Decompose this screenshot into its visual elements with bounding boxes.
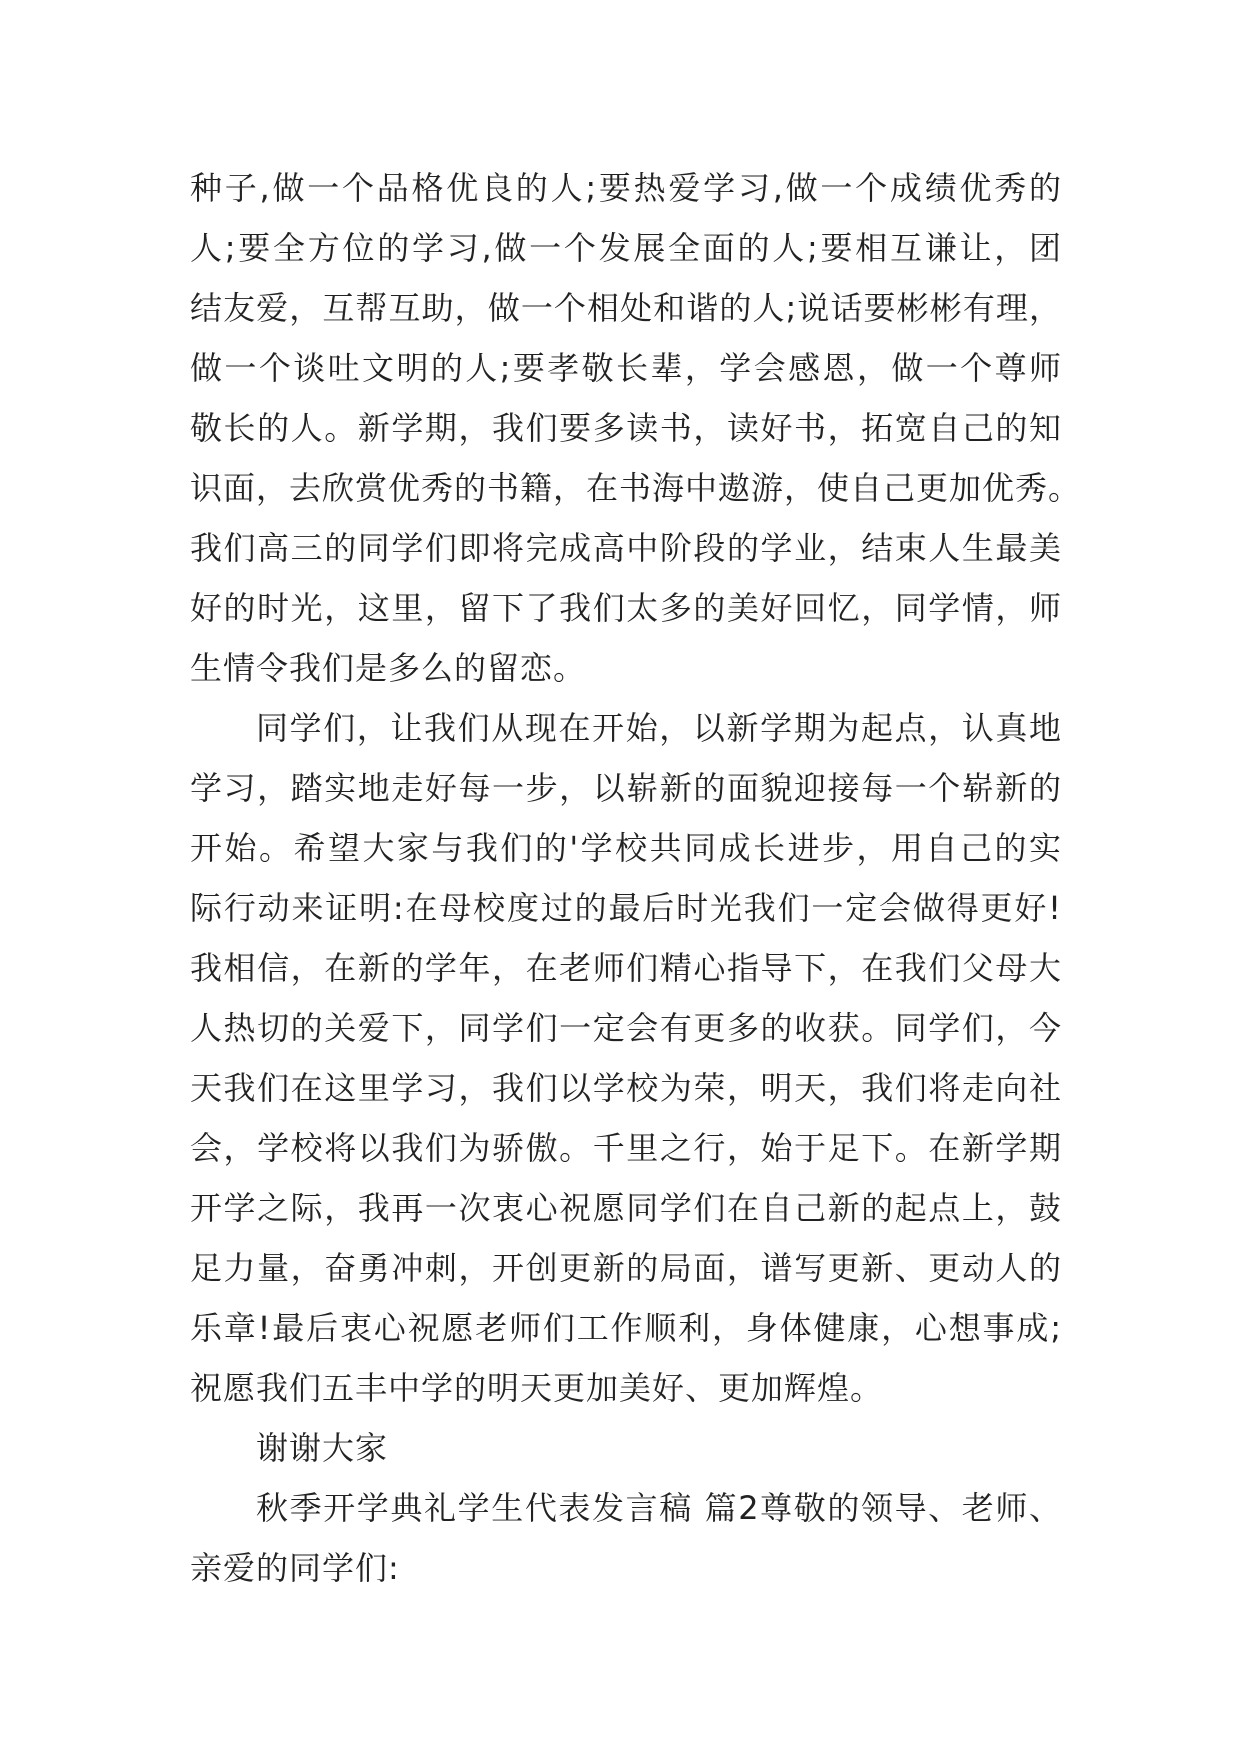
text-line: 同学们，让我们从现在开始，以新学期为起点，认真地 [256,709,1062,747]
text-line: 人;要全方位的学习,做一个发展全面的人;要相互谦让，团 [190,229,1062,267]
text-line: 亲爱的同学们: [190,1549,400,1587]
text-line: 我相信，在新的学年，在老师们精心指导下，在我们父母大 [190,949,1062,987]
text-line: 乐章!最后衷心祝愿老师们工作顺利，身体健康，心想事成; [190,1309,1062,1347]
text-line: 足力量，奋勇冲刺，开创更新的局面，谱写更新、更动人的 [190,1249,1062,1287]
text-line: 好的时光，这里，留下了我们太多的美好回忆，同学情，师 [190,589,1062,627]
text-line: 秋季开学典礼学生代表发言稿 篇2尊敬的领导、老师、 [256,1489,1062,1527]
text-line: 天我们在这里学习，我们以学校为荣，明天，我们将走向社 [190,1069,1062,1107]
text-line: 开学之际，我再一次衷心祝愿同学们在自己新的起点上，鼓 [190,1189,1062,1227]
text-line: 结友爱，互帮互助，做一个相处和谐的人;说话要彬彬有理， [190,289,1062,327]
text-line: 际行动来证明:在母校度过的最后时光我们一定会做得更好! [190,889,1062,927]
paragraph-2 [190,698,1062,1418]
text-line: 识面，去欣赏优秀的书籍，在书海中遨游，使自己更加优秀。 [190,469,1082,507]
text-line: 学习，踏实地走好每一步，以崭新的面貌迎接每一个崭新的 [190,769,1062,807]
text-line: 谢谢大家 [256,1429,389,1467]
text-line: 敬长的人。新学期，我们要多读书，读好书，拓宽自己的知 [190,409,1062,447]
text-line: 会，学校将以我们为骄傲。千里之行，始于足下。在新学期 [190,1129,1062,1167]
text-line: 我们高三的同学们即将完成高中阶段的学业，结束人生最美 [190,529,1062,567]
text-line: 开始。希望大家与我们的'学校共同成长进步，用自己的实 [190,829,1062,867]
text-line: 人热切的关爱下，同学们一定会有更多的收获。同学们，今 [190,1009,1062,1047]
text-line: 种子,做一个品格优良的人;要热爱学习,做一个成绩优秀的 [190,169,1062,207]
text-line: 做一个谈吐文明的人;要孝敬长辈，学会感恩，做一个尊师 [190,349,1062,387]
text-line: 生情令我们是多么的留恋。 [190,649,587,687]
text-line: 祝愿我们五丰中学的明天更加美好、更加辉煌。 [190,1369,884,1407]
paragraph-4 [190,1478,1062,1598]
paragraph-1 [190,158,1082,698]
document-body [190,158,1082,1598]
paragraph-3 [190,1418,1062,1478]
